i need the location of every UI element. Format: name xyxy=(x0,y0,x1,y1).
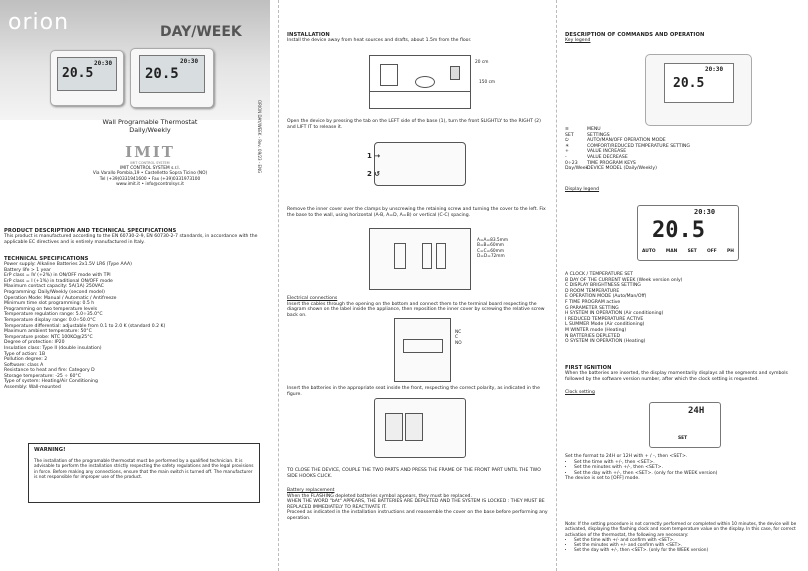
lcd-time: 20:30 xyxy=(94,60,113,67)
thermostat-photo-1 xyxy=(50,50,124,106)
spec-item: Temperature differential: adjustable from 0.1 to 2.0 K (standard 0.2 K) xyxy=(4,323,166,329)
key-desc: COMFORT/REDUCED TEMPERATURE SETTING xyxy=(587,143,690,149)
spec-item: Programming on two temperature levels xyxy=(4,306,98,312)
version-tag: ORION DAY/WEEK - Rev. 09/23 - ENG xyxy=(257,100,262,174)
dim-150cm: 150 cm xyxy=(479,80,496,85)
room-illustration xyxy=(369,55,471,109)
clock-steps xyxy=(565,454,805,482)
battery-illustration xyxy=(374,398,466,458)
spec-item: Programming: Daily/Weekly (second model) xyxy=(4,289,105,295)
key-desc: DEVICE MODEL (Daily/Weekly) xyxy=(587,166,657,172)
key-symbol: ☀ xyxy=(565,143,570,149)
note-step: • Set the time with +/- and confirm with <SET>. xyxy=(574,538,805,543)
device-lcd-time: 20:30 xyxy=(705,66,724,73)
installation-section xyxy=(287,32,547,44)
key-legend xyxy=(565,127,805,172)
legend-item: D ROOM TEMPERATURE xyxy=(565,288,620,294)
first-ignition-text: When the batteries are inserted, the display momentarily displays all the segments and symbols followed by the software version number, after which the clock setting is requested. xyxy=(565,371,788,382)
spacing-a: A=A=83.5mm xyxy=(477,238,509,243)
company-contacts xyxy=(60,166,240,187)
legend-lcd-time: 20:30 xyxy=(694,208,716,216)
spec-item: Software: class A xyxy=(4,362,44,368)
spec-item: Assembly: Wall-mounted xyxy=(4,385,61,391)
electrical-section xyxy=(287,296,549,318)
spacing-b: B=B=60mm xyxy=(477,243,504,249)
batt-repl-2: WHEN THE WORD "bAt" APPEARS, THE BATTERIES ARE DEPLETED AND THE SYSTEM IS LOCKED : THEY MUST BE REPLACED IMMEDIATELY TO REACTIVATE IT. xyxy=(287,499,545,510)
clock-setting-heading: Clock setting xyxy=(565,390,595,395)
title-line-2: Daily/Weekly xyxy=(129,126,171,134)
key-symbol: + xyxy=(565,149,569,155)
company-phone: Tel (+39)0331941600 • Fax (+39)0331973100 xyxy=(99,176,201,182)
legend-item: H SYSTEM IN OPERATION (Air conditioning) xyxy=(565,311,664,317)
display-legend-figure xyxy=(637,205,739,261)
spec-item: Temperature probe: NTC 100KΩ@25°C xyxy=(4,334,93,340)
key-desc: VALUE DECREASE xyxy=(587,154,628,160)
commands-heading: DESCRIPTION OF COMMANDS AND OPERATION xyxy=(565,32,705,38)
clock-lcd-figure xyxy=(649,402,721,448)
legend-lcd-temp: 20.5 xyxy=(652,218,705,243)
base-illustration xyxy=(369,228,471,290)
doc-title xyxy=(80,118,220,134)
thermostat-photo-2 xyxy=(130,48,214,108)
key-desc: MENU xyxy=(587,127,601,132)
spec-item: Degree of protection: IP20 xyxy=(4,340,65,346)
legend-item: O SYSTEM IN OPERATION (Heating) xyxy=(565,339,646,345)
legend-item: F TIME PROGRAM active xyxy=(565,299,621,305)
clock-intro: Set the format to 24H or 12H with + / -, then <SET>. xyxy=(565,454,688,459)
elec-text: Insert the cables through the opening on the bottom and connect them to the terminal board respecting the diagram shown on the label inside the appliance, then reposition the inner cover by screwing the relative screw back on. xyxy=(287,301,545,318)
display-legend-list xyxy=(565,272,805,345)
term-nc: NC xyxy=(455,330,462,335)
spec-item: Temperature regulation range: 5.0÷35.0°C xyxy=(4,312,103,318)
note-step: • Set the day with +/-, then <SET>. (only for the WEEK version) xyxy=(574,548,805,553)
display-legend-heading: Display legend xyxy=(565,187,600,192)
product-model: DAY/WEEK xyxy=(160,24,242,40)
legend-item: C DISPLAY BRIGHTNESS SETTING xyxy=(565,283,641,289)
term-c: C xyxy=(455,335,459,341)
key-symbol: - xyxy=(565,154,567,160)
arrow-1-icon: 1 → xyxy=(367,152,381,160)
product-desc-heading: PRODUCT DESCRIPTION AND TECHNICAL SPECIFICATIONS xyxy=(4,228,177,234)
key-symbol: 0÷23 xyxy=(565,160,578,166)
step-open: Open the device by pressing the tab on the LEFT side of the base (1), turn the front SLIGHTLY to the RIGHT (2) and LIFT IT to release it. xyxy=(287,119,541,130)
legend-item: B DAY OF THE CURRENT WEEK (Week version only) xyxy=(565,277,683,283)
clock-lcd-24h: 24H xyxy=(688,406,705,416)
spec-item: Insulation class: Type II (double insulation) xyxy=(4,345,102,351)
batt-repl-3: Proceed as indicated in the installation instructions and reassemble the cover on the base before performing any operation. xyxy=(287,510,548,521)
thermostat-icon xyxy=(450,66,460,80)
legend-item: A CLOCK / TEMPERATURE SET xyxy=(565,272,633,277)
battery-replacement xyxy=(287,488,549,522)
spec-item: Resistance to heat and fire: Category D xyxy=(4,368,95,374)
clock-step: • Set the time with +/-, then <SET>. xyxy=(574,460,805,466)
clock-off: The device is set to [OFF] mode. xyxy=(565,476,640,482)
device-lcd-temp: 20.5 xyxy=(673,76,705,91)
batt-repl-1: When the FLASHING depleted batteries symbol appears, they must be replaced. xyxy=(287,493,472,499)
column-right xyxy=(556,0,808,571)
mode-man: MAN xyxy=(665,249,678,254)
mode-auto: AUTO xyxy=(642,249,656,254)
key-symbol: SET xyxy=(565,132,574,138)
device-lcd xyxy=(664,63,734,103)
terminal-labels xyxy=(455,330,462,346)
spacing-d: D=D=72mm xyxy=(477,253,505,259)
note-block xyxy=(565,522,805,554)
batt-repl-heading: Battery replacement xyxy=(287,488,335,493)
spec-item: Maximum contact capacity: 5A(1A) 250VAC xyxy=(4,284,104,290)
tech-heading: TECHNICAL SPECIFICATIONS xyxy=(4,256,89,262)
note-text: Note: If the setting procedure is not correctly performed or completed within 10 minutes, the device will be activated, displaying the flashing clock and room temperature value on the display. In this case, for correct activation of the thermostat, the following are necessary: xyxy=(565,522,797,538)
battery-text: Insert the batteries in the appropriate seat inside the front, respecting the correct polarity, as indicated in the figure. xyxy=(287,386,540,397)
legend-item: M WINTER mode (Heating) xyxy=(565,327,627,333)
product-description xyxy=(4,228,266,245)
step-cover: Remove the inner cover over the clamps by unscrewing the retaining screw and turning the cover to the left. Fix the base to the wall, using horizontal (A-B, A=D, A=B) or vertical (C-C) spacing. xyxy=(287,207,546,218)
first-ignition-heading: FIRST IGNITION xyxy=(565,365,612,371)
column-middle xyxy=(278,0,551,571)
column-left xyxy=(0,0,270,571)
clock-step: • Set the minutes with +/-, then <SET>. xyxy=(574,465,805,471)
terminal-illustration xyxy=(394,318,451,382)
arrow-2-icon: 2 ↺ xyxy=(367,170,381,178)
mode-off: OFF xyxy=(707,249,717,254)
spec-item: Power supply: Alkaline Batteries 2x1.5V LR6 (Type AAA) xyxy=(4,262,132,267)
clock-lcd-set: SET xyxy=(678,436,688,441)
lcd-screen-2 xyxy=(139,55,205,93)
spec-item: Battery life > 1 year xyxy=(4,267,51,273)
spec-item: Storage temperature: -25 ÷ 60°C xyxy=(4,373,81,379)
term-no: NO xyxy=(455,340,462,346)
lcd-time-2: 20:30 xyxy=(180,58,199,65)
key-desc: AUTO/MAN/OFF OPERATION MODE xyxy=(587,138,666,144)
warning-box xyxy=(28,443,260,503)
product-desc-text: This product is manufactured according to the EN 60730-2-9, EN 60730-2-7 standards, in accordance with the applicable EC directives and is entirely manufactured in Italy. xyxy=(4,234,258,245)
key-desc: SETTINGS xyxy=(587,132,610,138)
spec-item: Operation Mode: Manual / Automatic / Antifreeze xyxy=(4,295,117,301)
device-front xyxy=(645,54,752,126)
key-legend-heading: Key legend xyxy=(565,38,591,43)
dim-20cm: 20 cm xyxy=(475,60,489,65)
lcd-temperature-2: 20.5 xyxy=(145,66,179,82)
imit-logo: IMIT xyxy=(125,143,175,161)
legend-item: L SUMMER Mode (Air conditioning) xyxy=(565,322,645,328)
note-step: • Set the minutes with +/- and confirm with <SET>. xyxy=(574,543,805,548)
mode-ph: PH xyxy=(727,249,734,254)
spec-item: Temperature display range: 0.0÷50.0°C xyxy=(4,317,96,323)
install-heading: INSTALLATION xyxy=(287,32,330,38)
key-symbol: ⏻ xyxy=(565,138,569,144)
spec-item: ErP class = IV (+2%) in ON/OFF mode with TPI xyxy=(4,273,111,279)
elec-heading: Electrical connections xyxy=(287,296,338,301)
lcd-temperature: 20.5 xyxy=(62,66,94,81)
spec-item: Maximum ambient temperature: 50°C xyxy=(4,329,92,335)
legend-item: E OPERATION MODE (Auto/Man/Off) xyxy=(565,294,647,300)
spec-item: Minimum time slot programming: 0.5 h xyxy=(4,301,95,307)
company-block xyxy=(95,143,205,165)
legend-item: N BATTERIES DEPLETED xyxy=(565,333,621,339)
spacing-values xyxy=(477,238,508,259)
commands-section xyxy=(565,32,805,44)
install-intro: Install the device away from heat sources and drafts, about 1.5m from the floor. xyxy=(287,38,472,43)
company-address: Via Varallo Pombia,19 • Castelletto Sopra Ticino (NO) xyxy=(92,171,208,177)
tech-list xyxy=(4,262,266,391)
imit-logo-sub: IMIT CONTROL SYSTEM xyxy=(130,161,170,165)
open-illustration xyxy=(374,142,466,186)
company-name: IMIT CONTROL SYSTEM s.r.l. xyxy=(120,166,180,171)
title-line-1: Wall Programable Thermostat xyxy=(102,118,198,126)
spec-item: ErP class = I (+1%) in traditional ON/OFF mode xyxy=(4,278,113,284)
key-symbol: ≡ xyxy=(565,127,569,132)
mode-set: SET xyxy=(687,249,697,254)
brand-logo: orion xyxy=(8,10,70,35)
tech-specs xyxy=(4,256,266,391)
mode-labels xyxy=(642,249,734,254)
spec-item: Type of action: 1B xyxy=(4,351,46,357)
legend-item: G PARAMETER SETTING xyxy=(565,305,619,311)
key-symbol: Day/Week xyxy=(565,166,589,172)
key-desc: TIME PROGRAM KEYS xyxy=(587,160,636,166)
key-desc: VALUE INCREASE xyxy=(587,149,627,155)
close-text: TO CLOSE THE DEVICE, COUPLE THE TWO PARTS AND PRESS THE FRAME OF THE FRONT PART UNTIL THE TWO SIDE HOOKS CLICK. xyxy=(287,468,541,479)
first-ignition xyxy=(565,365,805,382)
spec-item: Pollution degree: 2 xyxy=(4,357,48,363)
legend-item: I REDUCED TEMPERATURE ACTIVE xyxy=(565,316,644,322)
spec-item: Type of system: Heating/Air Conditioning xyxy=(4,379,98,385)
warning-text: The installation of the programable thermostat must be performed by a qualified technician. It is advisable to perform the installation strictly respecting the safety regulations and the legal provisions in force. Before making any connections, ensure that the main switch is turned off. The manufacturer is not responsible for improper use of the product. xyxy=(34,459,254,480)
spacing-c: C=C=60mm xyxy=(477,248,505,254)
warning-heading: WARNING! xyxy=(34,447,66,453)
clock-step: • Set the day with +/-, then <SET>. (only for the WEEK version) xyxy=(574,471,805,477)
lcd-screen xyxy=(57,57,117,91)
company-web: www.imit.it • info@controlsys.it xyxy=(116,181,184,187)
